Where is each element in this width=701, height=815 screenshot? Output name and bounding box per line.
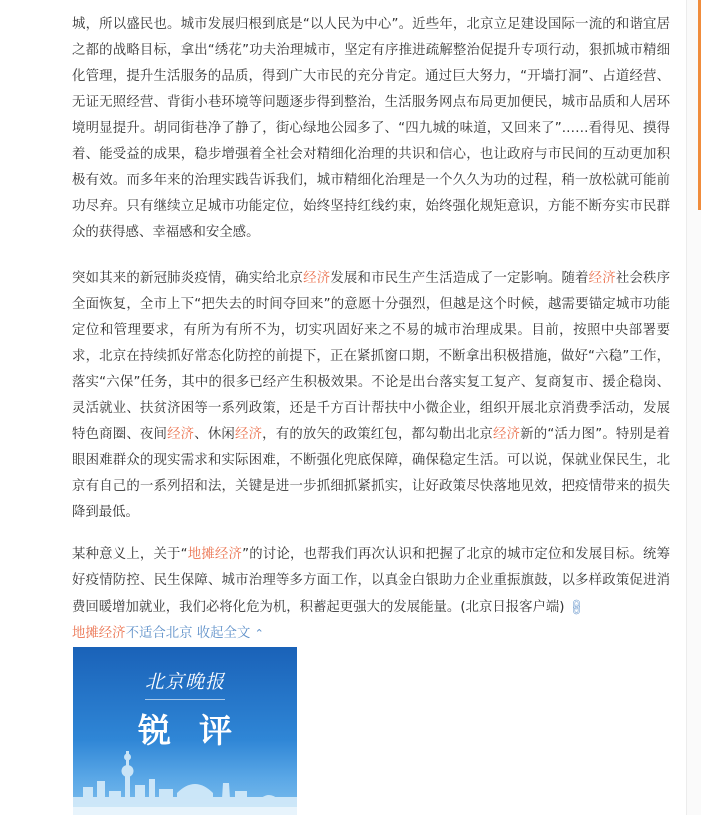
article-link-title[interactable]: 不适合北京 [125, 626, 193, 641]
text-segment: ”的讨论，也帮我们再次认识和把握了北京的城市定位和发展目标。统筹好疫情防控、民生保障、城市治理等多方面工作，以真金白银助力企业重振旗鼓，以多样政策促进消费回暖增加就业，我们必将化危为机，积蓄起更强大的发展能量。(北京日报客户端) [72, 547, 671, 615]
collapse-button[interactable] [197, 626, 264, 641]
chevron-up-icon: ⌃ [254, 627, 264, 640]
text-segment: 、休闲 [194, 427, 235, 442]
keyword-highlight: 经济 [588, 271, 616, 286]
text-segment: 社会秩序全面恢复，全市上下“把失去的时间夺回来”的意愿十分强烈，但越是这个时候，越需要锚定城市功能定位和管理要求，有所为有所不为，切实巩固好来之不易的城市治理成果。目前，按照中央部署要求，北京在持续抓好常态化防控的前提下，正在紧抓窗口期，不断拿出积极措施，做好“六稳”工作，落实“六保”任务，其中的很多已经产生积极效果。不论是出台落实复工复产、复商复市、援企稳岗、灵活就业、扶贫济困等一系列政策，还是千方百计帮扶中小微企业，组织开展北京消费季活动，发展特色商圈、夜间 [72, 271, 671, 442]
keyword-highlight: 地摊经济 [187, 547, 243, 562]
text-segment: 城，所以盛民也。城市发展归根到底是“以人民为中心”。近些年，北京立足建设国际一流的和谐宜居之都的战略目标，拿出“绣花”功夫治理城市，坚定有序推进疏解整治促提升专项行动，狠抓城市精细化管理，提升生活服务的品质，得到广大市民的充分肯定。通过巨大努力，“开墙打洞”、占道经营、无证无照经营、背街小巷环境等问题逐步得到整治，生活服务网点布局更加便民，城市品质和人居环境明显提升。胡同街巷净了静了，街心绿地公园多了、“四九城的味道，又回来了”……看得见、摸得着、能受益的成果，稳步增强着全社会对精细化治理的共识和信心，也让政府与市民间的互动更加积极有效。而多年来的治理实践告诉我们，城市精细化治理是一个久久为功的过程，稍一放松就可能前功尽弃。只有继续立足城市功能定位，始终坚持红线约束，始终强化规矩意识，方能不断夯实市民群众的获得感、幸福感和安全感。 [72, 17, 670, 240]
keyword-highlight: 经济 [234, 427, 263, 442]
text-segment: 突如其来的新冠肺炎疫情，确实给北京 [72, 271, 304, 286]
image-divider [145, 699, 225, 700]
text-segment: 新的“活力图”。特别是着眼困难群众的现实需求和实际困难，不断强化兜底保障，确保稳定生活。可以说，保就业保民生，北京有自己的一系列招和法，关键是进一步抓细抓紧抓实，让好政策尽快落地见效，把疫情带来的损失降到最低。 [72, 427, 671, 520]
text-segment: ，有的放矢的政策红包，都勾勒出北京 [262, 427, 494, 442]
article-link-keyword[interactable]: 地摊经济 [72, 626, 126, 641]
paragraph-3 [72, 542, 670, 647]
paragraph-2 [72, 266, 670, 526]
link-icon[interactable]: 🔗︎ [566, 596, 587, 618]
image-title-text: 锐评 [138, 711, 260, 750]
collapse-label: 收起全文 [196, 626, 251, 641]
city-skyline-graphic [73, 735, 297, 815]
image-brand-text: 北京晚报 [144, 671, 225, 693]
keyword-highlight: 经济 [493, 427, 521, 442]
text-segment: 某种意义上，关于“ [72, 547, 188, 562]
paragraph-1 [72, 12, 670, 246]
text-segment: 发展和市民生产生活造成了一定影响。随着 [330, 271, 589, 286]
keyword-highlight: 经济 [167, 427, 195, 442]
article-image[interactable] [73, 647, 297, 815]
keyword-highlight: 经济 [303, 271, 331, 286]
